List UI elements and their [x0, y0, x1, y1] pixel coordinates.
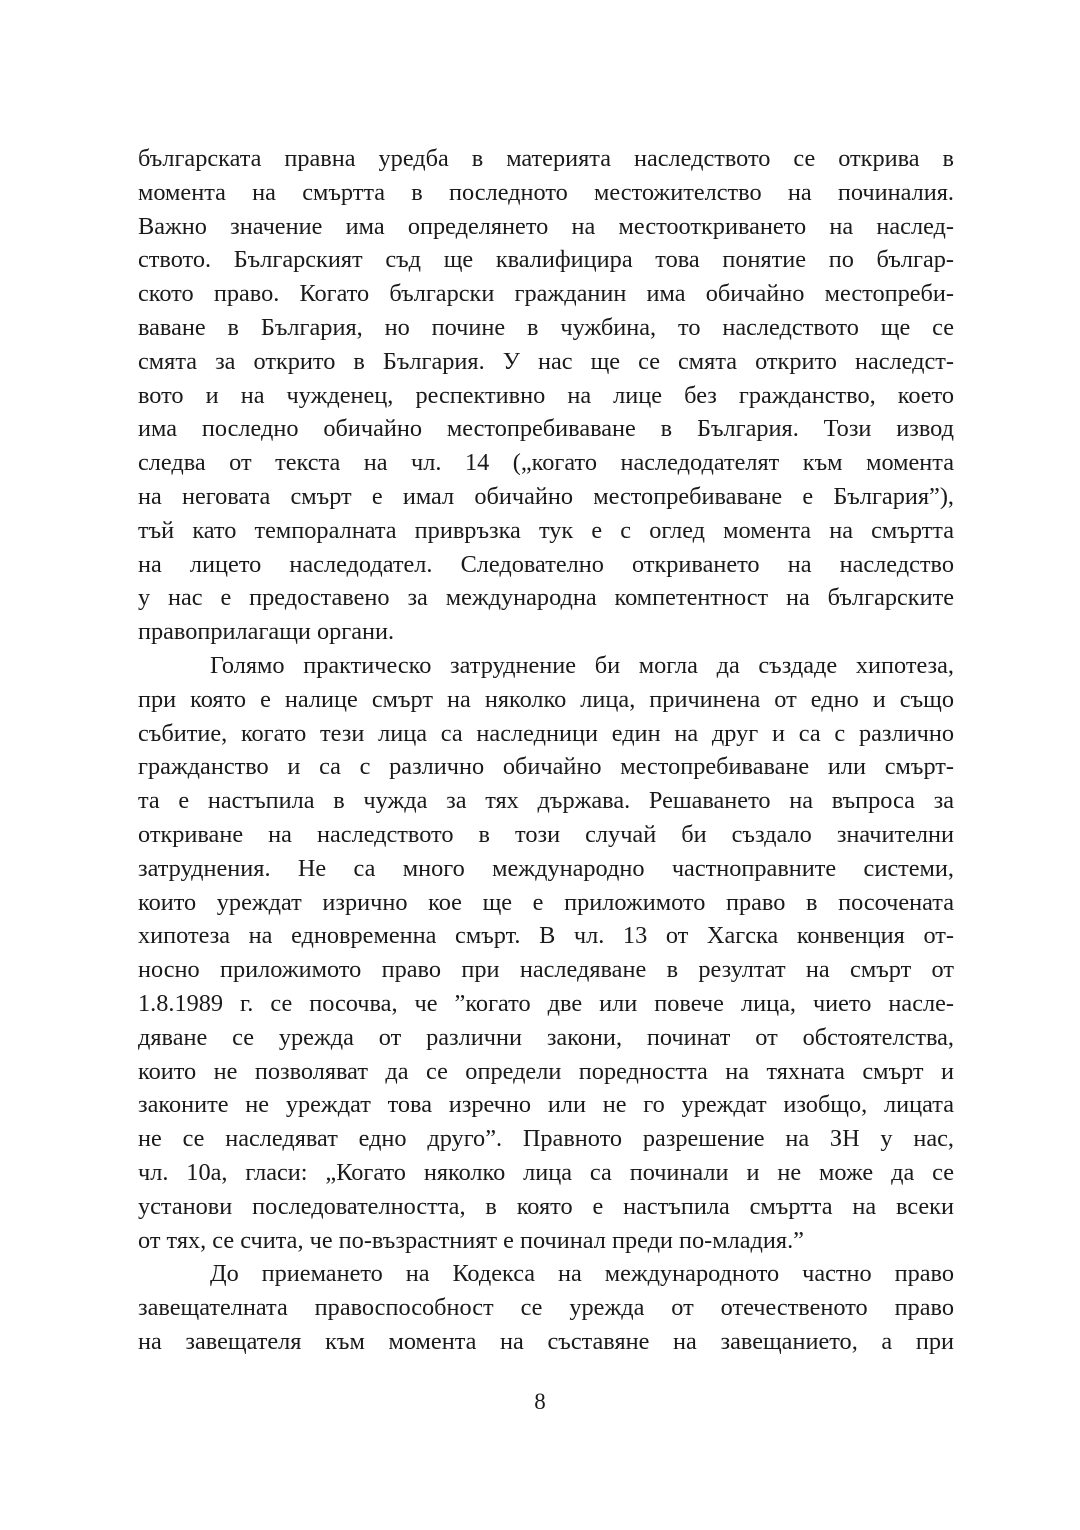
text-line: у нас е предоставено за международна компетентност на българските: [138, 584, 954, 612]
text-line: които уреждат изрично кое ще е приложимото право в посочената: [138, 888, 954, 916]
text-line: установи последователността, в която е настъпила смъртта на всеки: [138, 1192, 954, 1220]
text-line: чл. 10а, гласи: „Когато няколко лица са починали и не може да се: [138, 1158, 954, 1186]
text-line: вото и на чужденец, респективно на лице без гражданство, което: [138, 381, 954, 409]
text-line: от тях, се счита, че по-възрастният е починал преди по-младия.”: [138, 1226, 804, 1254]
text-line: българската правна уредба в материята наследството се открива в: [138, 145, 954, 172]
paragraph: [138, 649, 954, 1257]
text-line: не се наследяват едно друго”. Правното разрешение на ЗН у нас,: [138, 1125, 954, 1153]
text-line: носно приложимото право при наследяване в резултат на смърт от: [138, 956, 954, 984]
text-line: откриване на наследството в този случай би създало значителни: [138, 820, 954, 848]
text-line: събитие, когато тези лица са наследници един на друг и са с различно: [138, 719, 954, 747]
text-line: гражданство и са с различно обичайно местопребиваване или смърт-: [138, 753, 954, 781]
text-line: затруднения. Не са много международно частноправните системи,: [138, 854, 954, 882]
text-line: ското право. Когато български гражданин има обичайно местопреби-: [138, 280, 954, 308]
text-line: правоприлагащи органи.: [138, 618, 395, 646]
text-line: До приемането на Кодекса на международното частно право: [210, 1260, 954, 1288]
text-line: на неговата смърт е имал обичайно местопребиваване е България”),: [138, 482, 954, 510]
text-line: дяване се урежда от различни закони, починат от обстоятелства,: [138, 1023, 954, 1051]
text-line: законите не уреждат това изречно или не го уреждат изобщо, лицата: [138, 1091, 954, 1119]
page-number: 8: [534, 1389, 546, 1414]
text-line: та е настъпила в чужда за тях държава. Решаването на въпроса за: [138, 787, 954, 815]
text-line: които не позволяват да се определи поредността на тяхната смърт и: [138, 1057, 954, 1085]
text-line: хипотеза на едновременна смърт. В чл. 13 от Хагска конвенция от-: [138, 922, 954, 950]
text-line: ваване в България, но почине в чужбина, то наследството ще се: [138, 313, 954, 341]
text-line: на лицето наследодател. Следователно откриването на наследство: [138, 550, 954, 578]
text-line: ството. Българският съд ще квалифицира това понятие по българ-: [138, 246, 954, 274]
paragraph: [138, 142, 954, 649]
paragraph: [138, 1257, 954, 1358]
text-line: следва от текста на чл. 14 („когато наследодателят към момента: [138, 449, 954, 477]
text-line: 1.8.1989 г. се посочва, че ”когато две или повече лица, чието насле-: [138, 989, 954, 1017]
text-line: смята за открито в България. У нас ще се смята открито наследст-: [138, 347, 954, 375]
text-line: има последно обичайно местопребиваване в България. Този извод: [138, 415, 954, 443]
text-line: момента на смъртта в последното местожителство на починалия.: [138, 178, 954, 206]
body-text: [138, 142, 954, 1359]
text-line: на завещателя към момента на съставяне на завещанието, а при: [138, 1327, 954, 1355]
text-line: тъй като темпоралната привръзка тук е с оглед момента на смъртта: [138, 516, 954, 544]
text-line: завещателната правоспособност се урежда от отечественото право: [138, 1294, 954, 1322]
text-line: Голямо практическо затруднение би могла да създаде хипотеза,: [210, 651, 954, 679]
text-line: при която е налице смърт на няколко лица, причинена от едно и също: [138, 685, 954, 713]
text-line: Важно значение има определянето на местооткриването на наслед-: [138, 212, 954, 240]
